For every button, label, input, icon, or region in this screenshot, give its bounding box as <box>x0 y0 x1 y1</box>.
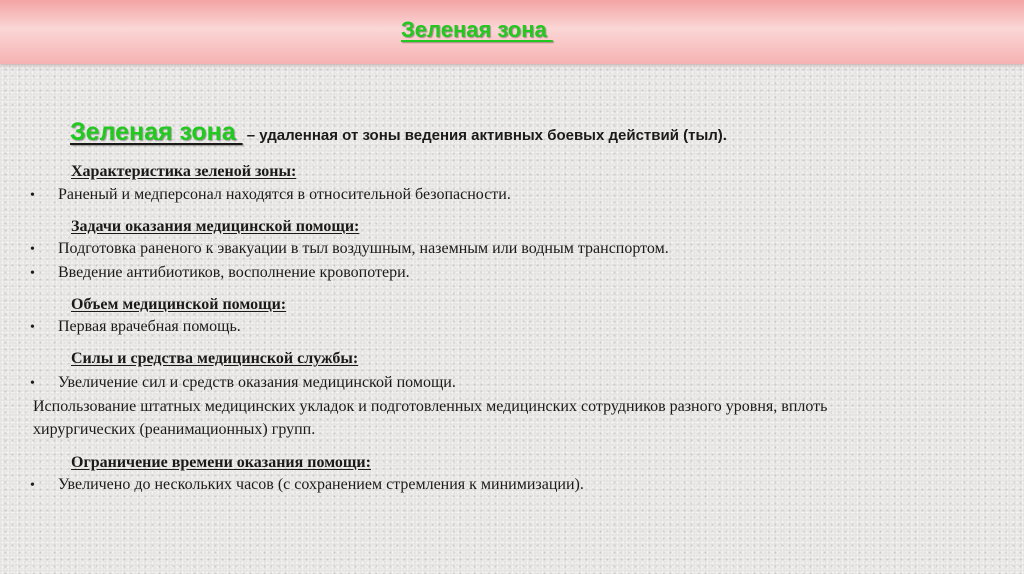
bullet-icon: • <box>30 478 35 493</box>
list-item <box>30 240 669 258</box>
section-heading-scope: Объем медицинской помощи: <box>71 296 287 313</box>
intro-definition-text: – удаленная от зоны ведения активных боевых действий (тыл). <box>242 127 727 144</box>
section-heading-forces: Силы и средства медицинской службы: <box>71 350 359 367</box>
list-item <box>30 318 241 336</box>
section-heading-characteristics: Характеристика зеленой зоны: <box>71 163 297 180</box>
list-item-text: Раненый и медперсонал находятся в относительной безопасности. <box>58 186 511 203</box>
list-item-text: Увеличено до нескольких часов (с сохранением стремления к минимизации). <box>58 476 584 493</box>
list-item-text: Подготовка раненого к эвакуации в тыл воздушным, наземным или водным транспортом. <box>58 240 669 257</box>
bullet-icon: • <box>30 376 35 391</box>
intro-term: Зеленая зона <box>70 118 243 146</box>
section-heading-tasks: Задачи оказания медицинской помощи: <box>71 218 360 235</box>
paragraph-line: Использование штатных медицинских укладок и подготовленных медицинских сотрудников разного уровня, вплоть <box>33 398 828 415</box>
list-item <box>30 476 584 494</box>
bullet-icon: • <box>30 320 35 335</box>
list-item <box>30 186 511 204</box>
list-item-text: Первая врачебная помощь. <box>58 318 241 335</box>
list-item <box>30 374 456 392</box>
section-heading-time-limit: Ограничение времени оказания помощи: <box>71 454 371 471</box>
slide-title: Зеленая зона <box>401 17 553 42</box>
list-item-text: Увеличение сил и средств оказания медицинской помощи. <box>58 374 456 391</box>
paragraph-line: хирургических (реанимационных) групп. <box>33 421 316 438</box>
bullet-icon: • <box>30 266 35 281</box>
list-item <box>30 264 410 282</box>
bullet-icon: • <box>30 242 35 257</box>
bullet-icon: • <box>30 188 35 203</box>
list-item-text: Введение антибиотиков, восполнение кровопотери. <box>58 264 410 281</box>
intro-definition <box>70 118 727 147</box>
